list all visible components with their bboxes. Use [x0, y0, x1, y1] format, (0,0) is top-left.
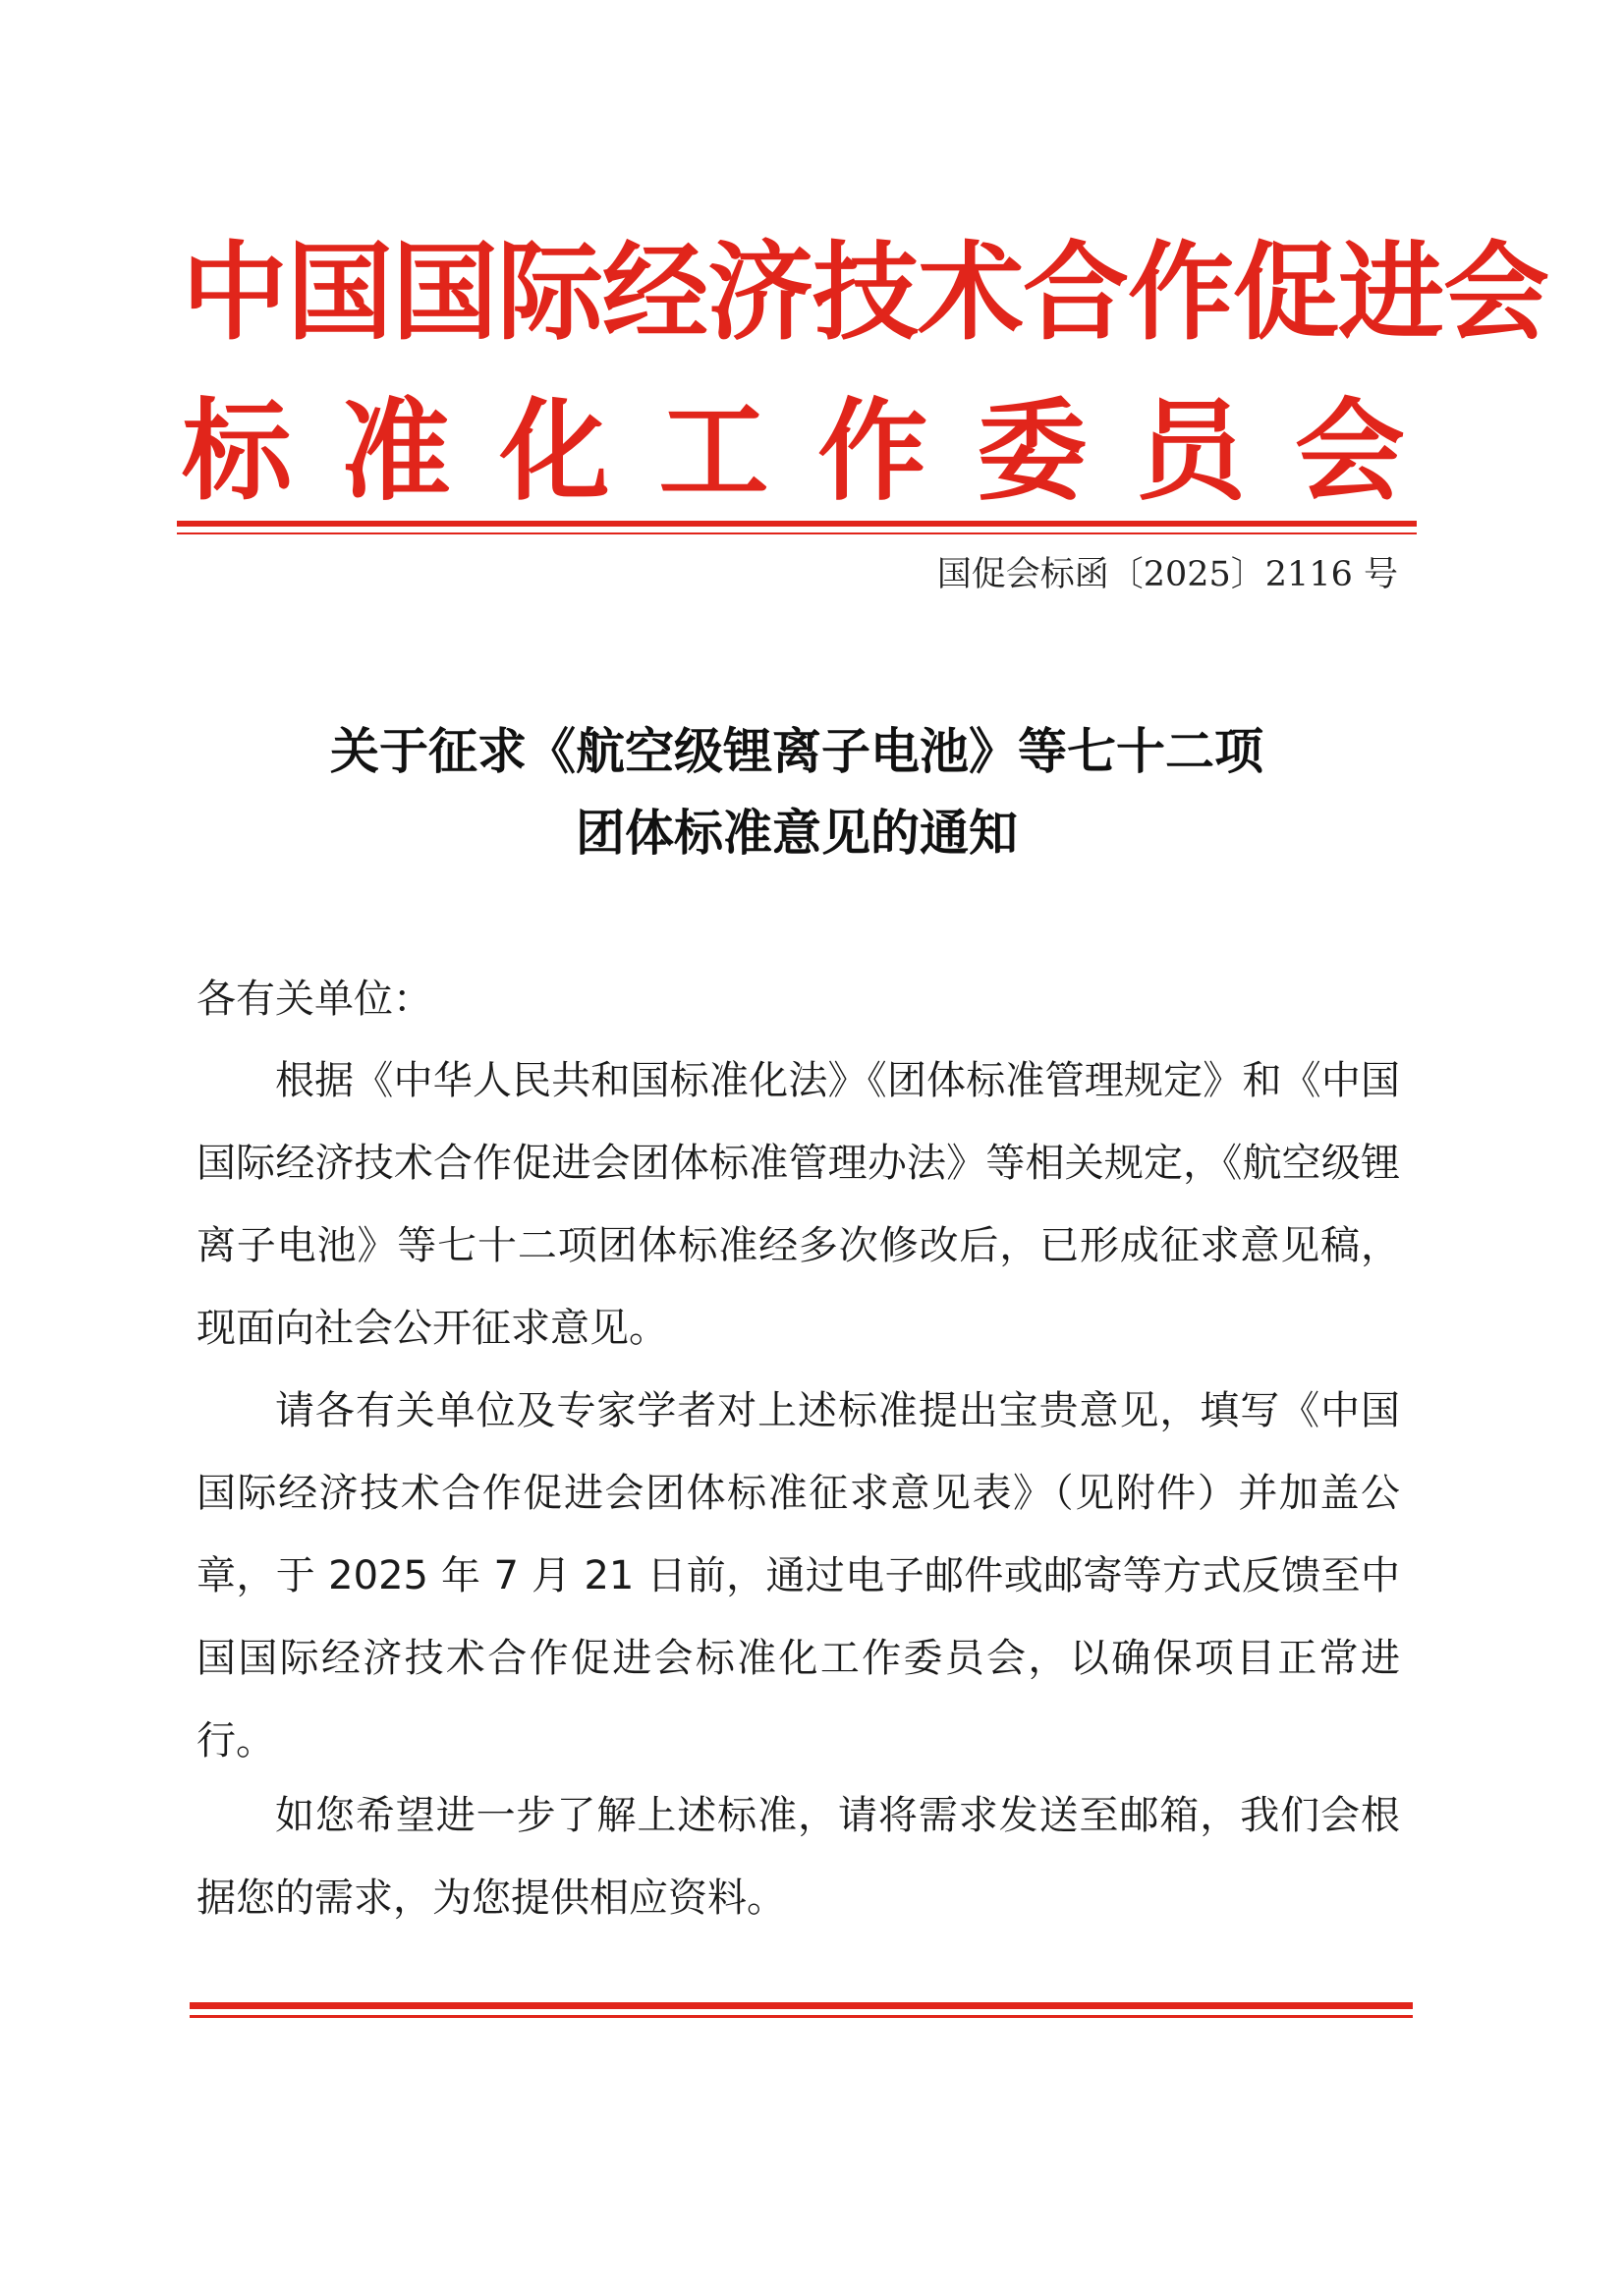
letterhead-char: 员	[1136, 387, 1247, 516]
header-divider-thin	[177, 532, 1417, 534]
notice-title-line1: 关于征求《航空级锂离子电池》等七十二项	[330, 722, 1263, 780]
letterhead-char: 会	[1294, 387, 1405, 516]
body-paragraph-2: 请各有关单位及专家学者对上述标准提出宝贵意见，填写《中国国际经济技术合作促进会团体标准征求意见表》（见附件）并加盖公章，于 2025 年 7 月 21 日前，通过电子邮件或邮寄等方式反馈至中国国际经济技术合作促进会标准化工作委员会，以确保项目正常进行。	[196, 1388, 1400, 1764]
letterhead-char: 工	[658, 387, 769, 516]
footer-divider-thin	[190, 2015, 1413, 2018]
letterhead-char: 准	[340, 387, 451, 516]
notice-title-line2: 团体标准意见的通知	[576, 804, 1018, 862]
salutation: 各有关单位：	[196, 977, 432, 1022]
letterhead-char: 作	[817, 387, 928, 516]
document-number: 国促会标函〔2025〕2116 号	[936, 555, 1398, 594]
letterhead-org-name-line2	[182, 378, 1405, 526]
header-divider-thick	[177, 521, 1417, 527]
body-paragraph-1: 根据《中华人民共和国标准化法》《团体标准管理规定》和《中国国际经济技术合作促进会团体标准管理办法》等相关规定，《航空级锂离子电池》等七十二项团体标准经多次修改后，已形成征求意见稿，现面向社会公开征求意见。	[196, 1058, 1400, 1351]
body-paragraph-3: 如您希望进一步了解上述标准，请将需求发送至邮箱，我们会根据您的需求，为您提供相应资料。	[196, 1793, 1400, 1921]
letterhead-char: 标	[182, 387, 292, 516]
letterhead-char: 委	[977, 387, 1088, 516]
letterhead-org-name-line1: 中国国际经济技术合作促进会	[182, 231, 1549, 355]
footer-divider-thick	[190, 2002, 1413, 2009]
letterhead-char: 化	[499, 387, 610, 516]
